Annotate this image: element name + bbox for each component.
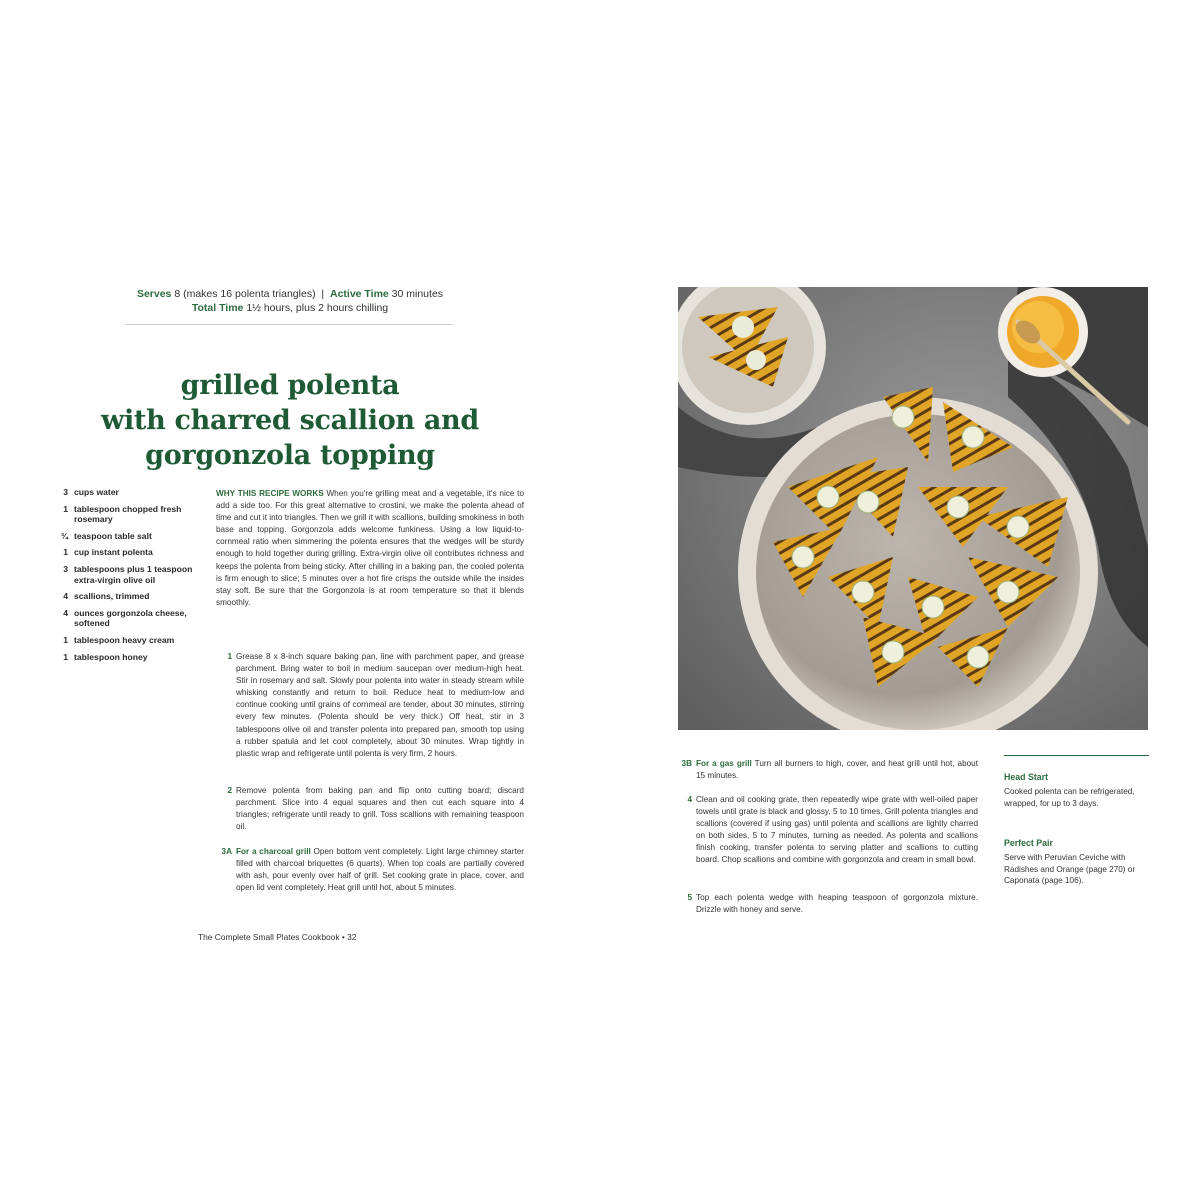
recipe-meta bbox=[120, 287, 460, 315]
ingredient-text: cups water bbox=[74, 487, 119, 497]
ingredient-text: cup instant polenta bbox=[74, 547, 153, 558]
serves-value: 8 (makes 16 polenta triangles) bbox=[174, 288, 316, 300]
step-3a bbox=[221, 846, 524, 894]
meta-divider bbox=[125, 324, 453, 325]
ingredient-qty: 4 bbox=[63, 591, 68, 602]
ingredient-qty: 1 bbox=[63, 547, 68, 558]
total-time-label: Total Time bbox=[191, 302, 244, 314]
polenta-platter-illustration bbox=[678, 287, 1148, 730]
step-number: 2 bbox=[227, 786, 232, 795]
step-5 bbox=[687, 892, 978, 916]
ingredient-item bbox=[56, 547, 206, 558]
ingredient-text: ounces gorgonzola cheese, softened bbox=[74, 607, 187, 629]
ingredient-item bbox=[56, 591, 206, 602]
title-line-1: grilled polenta bbox=[180, 370, 400, 401]
ingredient-item bbox=[56, 608, 206, 629]
perfect-pair-title: Perfect Pair bbox=[1004, 838, 1053, 848]
step-number: 3A bbox=[221, 847, 232, 856]
active-time-value: 30 minutes bbox=[391, 288, 444, 300]
step-text: Grease 8 x 8-inch square baking pan, line with parchment paper, and grease parchment. Bring water to boil in medium saucepan over medium-high heat. Stir in rosemary and salt. Slowly pour polenta into water in steady stream while whisking constantly and return to boil. Reduce heat to medium-low and continue cooking until grains of cornmeal are tender, about 30 minutes, stirring every few minutes. (Polenta should be very thick.) Off heat, stir in 3 tablespoons olive oil and transfer polenta into prepared pan, smooth top using a rubber spatula and let cool completely, about 30 minutes. Wrap tightly in plastic wrap and refrigerate until polenta is very firm, 2 hours. bbox=[236, 652, 524, 758]
ingredient-item bbox=[56, 531, 206, 542]
recipe-photo bbox=[678, 287, 1148, 730]
recipe-title bbox=[100, 368, 480, 473]
ingredient-item bbox=[56, 635, 206, 646]
ingredient-qty: 1 bbox=[63, 503, 68, 514]
ingredient-text: scallions, trimmed bbox=[74, 591, 150, 602]
page-number: 32 bbox=[347, 932, 357, 942]
title-line-2: with charred scallion and bbox=[101, 405, 479, 436]
sidebar-divider bbox=[1004, 755, 1149, 756]
step-3b bbox=[681, 758, 978, 782]
ingredient-text: tablespoons plus 1 teaspoon extra-virgin olive oil bbox=[74, 563, 193, 585]
active-time-label: Active Time bbox=[330, 288, 389, 300]
step-1 bbox=[227, 651, 524, 760]
ingredient-text: teaspoon table salt bbox=[74, 530, 152, 541]
why-body: When you're grilling meat and a vegetable, it's nice to add a side too. For this great alternative to crostini, we make the polenta ahead of time and cut it into triangles. Then we grill it with scallions, building smokiness in both base and topping. Gorgonzola adds welcome funkiness. Using a low liquid-to-cornmeal ratio when simmering the polenta ensures that the wedges will be sturdy enough to hold together during grilling. Extra-virgin olive oil contributes richness and keeps the polenta from being sticky. After chilling in a baking pan, the cooled polenta is firm enough to slice; 5 minutes over a hot fire crisps the outside while the insides stay soft. Be sure that the Gorgonzola is at room temperature so that it blends smoothly. bbox=[216, 489, 525, 607]
footer-bullet: • bbox=[341, 932, 345, 942]
step-text: Turn all burners to high, cover, and heat grill until hot, about 15 minutes. bbox=[696, 759, 978, 781]
step-text: Remove polenta from baking pan and flip onto cutting board; discard parchment. Slice into 4 equal squares and then cut each square into 4 triangles; refrigerate until ready to grill. Toss scallions with remaining teaspoon oil. bbox=[236, 786, 524, 832]
ingredient-text: tablespoon heavy cream bbox=[74, 634, 175, 645]
ingredient-item bbox=[56, 504, 206, 525]
ingredient-qty: 3 bbox=[63, 563, 68, 574]
head-start-text: Cooked polenta can be refrigerated, wrapped, for up to 3 days. bbox=[1004, 787, 1135, 808]
head-start-title: Head Start bbox=[1004, 772, 1048, 782]
ingredient-qty: 1 bbox=[63, 634, 68, 645]
step-number: 1 bbox=[227, 652, 232, 661]
step-lead: For a charcoal grill bbox=[236, 847, 311, 856]
ingredients-list bbox=[56, 487, 206, 668]
title-line-3: gorgonzola topping bbox=[145, 440, 435, 471]
ingredient-qty: 3 bbox=[63, 487, 68, 497]
ingredient-text: tablespoon honey bbox=[74, 651, 148, 662]
step-text: Clean and oil cooking grate, then repeatedly wipe grate with well-oiled paper towels until grate is black and glossy, 5 to 10 times. Grill polenta triangles and scallions (covered if using gas) until polenta and scallions are lightly charred on both sides, 5 to 7 minutes, turning as needed. As polenta and scallions finish cooking, transfer polenta to serving platter and scallions to cutting board. Chop scallions and combine with gorgonzola and cream in small bowl. bbox=[696, 795, 978, 865]
total-time-value: 1½ hours, plus 2 hours chilling bbox=[246, 302, 389, 314]
step-number: 4 bbox=[687, 795, 692, 804]
step-lead: For a gas grill bbox=[696, 759, 752, 768]
step-text: Top each polenta wedge with heaping teaspoon of gorgonzola mixture. Drizzle with honey and serve. bbox=[696, 893, 978, 915]
step-number: 3B bbox=[681, 759, 692, 768]
ingredient-item bbox=[56, 487, 206, 498]
book-title: The Complete Small Plates Cookbook bbox=[198, 932, 340, 942]
ingredient-item bbox=[56, 652, 206, 663]
why-this-recipe-works bbox=[216, 488, 524, 609]
step-number: 5 bbox=[687, 893, 692, 902]
ingredient-qty: ¾ bbox=[60, 530, 68, 541]
meta-separator: | bbox=[321, 288, 325, 300]
page-footer bbox=[198, 932, 356, 942]
why-heading: WHY THIS RECIPE WORKS bbox=[216, 489, 324, 498]
ingredient-qty: 4 bbox=[63, 607, 68, 618]
ingredient-item bbox=[56, 564, 206, 585]
serves-label: Serves bbox=[136, 288, 172, 300]
step-text: Open bottom vent completely. Light large chimney starter filled with charcoal briquettes (6 quarts). When top coals are partially covered with ash, pour evenly over half of grill. Set cooking grate in place, cover, and open lid vent completely. Heat grill until hot, about 5 minutes. bbox=[236, 847, 524, 893]
step-4 bbox=[687, 794, 978, 867]
ingredient-qty: 1 bbox=[63, 651, 68, 662]
perfect-pair-text: Serve with Peruvian Ceviche with Radishes and Orange (page 270) or Caponata (page 106). bbox=[1004, 853, 1136, 885]
ingredient-text: tablespoon chopped fresh rosemary bbox=[74, 503, 182, 525]
step-2 bbox=[227, 785, 524, 833]
